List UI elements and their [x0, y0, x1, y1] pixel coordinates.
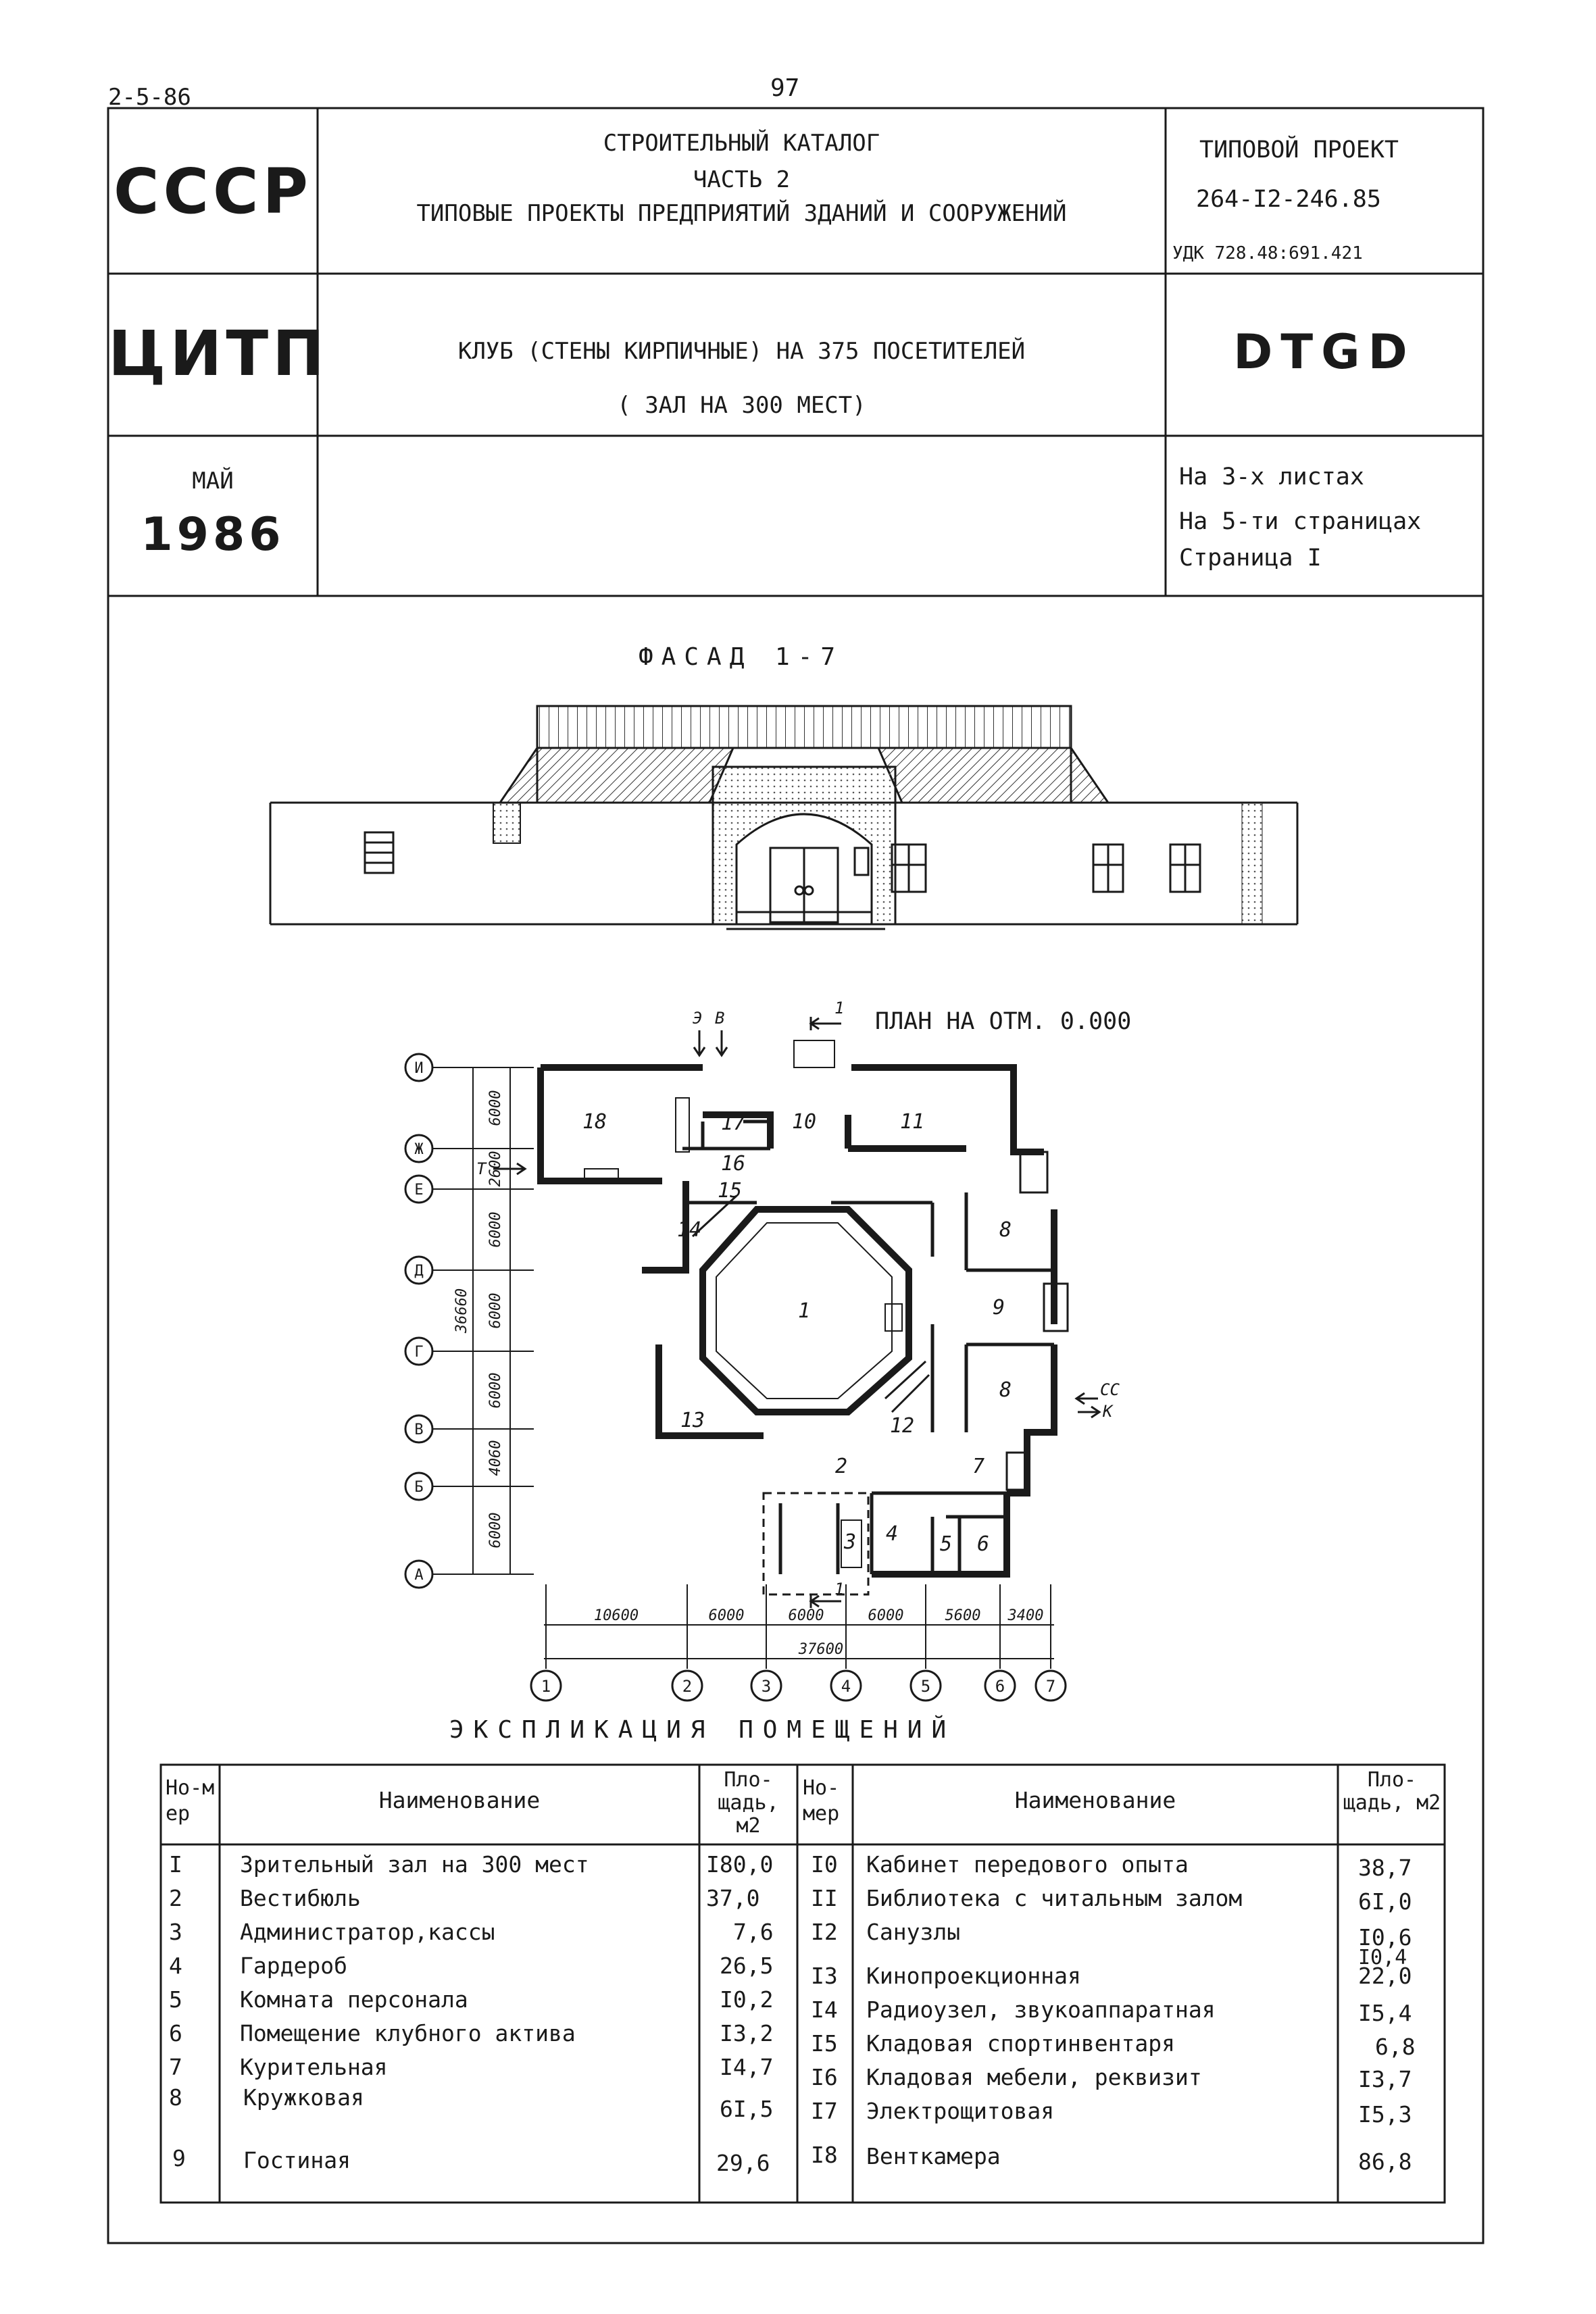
- row-area: 6,8: [1375, 2034, 1416, 2060]
- title-line-1: КЛУБ (СТЕНЫ КИРПИЧНЫЕ) НА 375 ПОСЕТИТЕЛЕЙ: [457, 338, 1026, 365]
- section-mark-top: 1: [834, 999, 845, 1017]
- bottom-dim-0: 10600: [593, 1607, 639, 1624]
- row-name: Радиоузел, звукоаппаратная: [866, 1996, 1216, 2023]
- left-dim-total: 36660: [453, 1288, 470, 1334]
- org-name: СССР: [114, 155, 312, 228]
- row-area: I5,4: [1358, 2000, 1412, 2026]
- row-name: Комната персонала: [240, 1986, 468, 2013]
- room-label-17: 17: [720, 1111, 746, 1135]
- axis-label-bottom-4: 5: [920, 1677, 931, 1696]
- room-label-12: 12: [889, 1414, 915, 1438]
- bottom-dim-4: 5600: [945, 1607, 981, 1624]
- header-name-left: Наименование: [378, 1787, 541, 1813]
- room-label-10: 10: [791, 1110, 817, 1134]
- row-area: 29,6: [716, 2150, 770, 2176]
- axis-label-left-7: А: [414, 1567, 424, 1584]
- axis-label-left-3: Д: [414, 1263, 424, 1280]
- row-num: II: [811, 1885, 838, 1911]
- issue-month: МАЙ: [192, 468, 234, 495]
- row-name: Венткамера: [866, 2143, 1001, 2169]
- row-name: Библиотека с читальным залом: [866, 1885, 1243, 1911]
- row-area: I0,2: [720, 1986, 774, 2013]
- row-name: Зрительный зал на 300 мест: [240, 1851, 589, 1878]
- explication-title: ЭКСПЛИКАЦИЯ ПОМЕЩЕНИЙ: [449, 1716, 956, 1744]
- row-area: 6I,5: [720, 2096, 774, 2122]
- row-area: I5,3: [1358, 2101, 1412, 2128]
- row-name: Вестибюль: [240, 1885, 361, 1911]
- axis-label-bottom-2: 3: [761, 1677, 772, 1696]
- entrance-mark-v: В: [715, 1009, 725, 1028]
- header-area-right: Пло-щадь, м2: [1343, 1768, 1441, 1815]
- row-num: I3: [811, 1963, 838, 1989]
- catalog-line-2: ЧАСТЬ 2: [693, 166, 791, 193]
- row-num: 4: [169, 1953, 182, 1979]
- row-num: 8: [169, 2084, 182, 2111]
- row-num: I: [169, 1851, 182, 1878]
- plan-title: ПЛАН НА ОТМ. 0.000: [875, 1008, 1132, 1035]
- side-mark-cc: СС: [1100, 1380, 1120, 1399]
- title-line-2: ( ЗАЛ НА 300 МЕСТ): [617, 392, 866, 419]
- row-name: Санузлы: [866, 1919, 961, 1945]
- axis-label-left-4: Г: [414, 1344, 424, 1361]
- project-code: 264-I2-246.85: [1196, 186, 1381, 213]
- row-area: 22,0: [1358, 1963, 1412, 1989]
- axis-label-bottom-0: 1: [541, 1677, 551, 1696]
- axis-label-left-5: В: [414, 1422, 424, 1438]
- row-name: Помещение клубного актива: [240, 2020, 576, 2046]
- room-label-8a: 8: [999, 1218, 1012, 1242]
- row-area: 6I,0: [1358, 1888, 1412, 1915]
- room-label-6: 6: [976, 1532, 990, 1556]
- room-label-1: 1: [797, 1299, 811, 1323]
- institute-name: ЦИТП: [108, 318, 329, 390]
- bottom-dim-3: 6000: [868, 1607, 904, 1624]
- row-area: I3,7: [1358, 2066, 1412, 2092]
- header-num-left: Но-мер: [166, 1776, 215, 1826]
- row-area: I0,6: [1358, 1924, 1412, 1951]
- room-label-9: 9: [992, 1296, 1005, 1319]
- row-num: I4: [811, 1996, 838, 2023]
- section-mark-bottom: 1: [834, 1580, 845, 1599]
- row-num: 9: [172, 2145, 186, 2171]
- room-label-15: 15: [717, 1179, 743, 1203]
- row-area: 26,5: [720, 1953, 774, 1979]
- left-dim-6: 6000: [487, 1512, 504, 1549]
- room-label-7: 7: [972, 1455, 985, 1478]
- room-label-2: 2: [834, 1455, 848, 1478]
- bottom-dim-2: 6000: [788, 1607, 824, 1624]
- page-label: Страница I: [1179, 545, 1322, 572]
- row-name: Кружковая: [243, 2084, 364, 2111]
- pages-count: На 5-ти страницах: [1179, 508, 1422, 535]
- room-label-13: 13: [680, 1409, 705, 1432]
- row-num: 3: [169, 1919, 182, 1945]
- row-name: Кладовая спортинвентаря: [866, 2030, 1175, 2057]
- row-area: 38,7: [1358, 1855, 1412, 1881]
- issue-year: 1986: [141, 508, 285, 561]
- row-area: 86,8: [1358, 2148, 1412, 2175]
- row-name: Гостиная: [243, 2147, 351, 2173]
- room-label-8b: 8: [999, 1378, 1012, 1402]
- row-name: Курительная: [240, 2054, 388, 2080]
- axis-label-bottom-5: 6: [995, 1677, 1005, 1696]
- bottom-dim-5: 3400: [1007, 1607, 1044, 1624]
- row-area-secondary: I0,4: [1358, 1946, 1407, 1969]
- room-label-3: 3: [843, 1530, 857, 1554]
- page-number: 97: [770, 74, 800, 102]
- row-num: I8: [811, 2142, 838, 2168]
- row-num: I6: [811, 2064, 838, 2090]
- row-name: Кабинет передового опыта: [866, 1851, 1189, 1878]
- row-num: I2: [811, 1919, 838, 1945]
- room-label-5: 5: [939, 1532, 953, 1556]
- row-num: I7: [811, 2098, 838, 2124]
- room-label-16: 16: [720, 1152, 746, 1176]
- entrance-mark-e: Э: [693, 1009, 703, 1028]
- project-label: ТИПОВОЙ ПРОЕКТ: [1199, 136, 1399, 164]
- facade-title: ФАСАД 1-7: [639, 643, 844, 671]
- header-num-right: Но-мер: [803, 1776, 840, 1826]
- row-name: Администратор,кассы: [240, 1919, 495, 1945]
- row-area: 37,0: [706, 1885, 760, 1911]
- row-area: 7,6: [733, 1919, 774, 1945]
- left-dim-5: 4060: [487, 1440, 504, 1476]
- axis-label-left-2: Е: [414, 1182, 424, 1199]
- room-label-4: 4: [885, 1522, 899, 1546]
- row-name: Гардероб: [240, 1953, 347, 1979]
- room-label-14: 14: [676, 1218, 702, 1242]
- bottom-dim-total: 37600: [798, 1641, 844, 1658]
- catalog-line-1: СТРОИТЕЛЬНЫЙ КАТАЛОГ: [603, 130, 880, 157]
- row-area: I80,0: [706, 1851, 774, 1878]
- side-mark-t: Т: [476, 1159, 487, 1178]
- bottom-dim-1: 6000: [708, 1607, 745, 1624]
- left-dim-1: 2600: [487, 1151, 504, 1187]
- row-num: I5: [811, 2030, 838, 2057]
- axis-label-bottom-6: 7: [1045, 1677, 1056, 1696]
- row-area: I4,7: [720, 2054, 774, 2080]
- axis-label-left-6: Б: [414, 1479, 424, 1496]
- room-label-18: 18: [582, 1110, 607, 1134]
- row-num: 6: [169, 2020, 182, 2046]
- row-num: 7: [169, 2054, 182, 2080]
- axis-label-left-1: Ж: [414, 1141, 424, 1158]
- udk-code: УДК 728.48:691.421: [1172, 243, 1363, 263]
- row-name: Кладовая мебели, реквизит: [866, 2064, 1202, 2090]
- left-dim-2: 6000: [487, 1211, 504, 1248]
- row-name: Электрощитовая: [866, 2098, 1055, 2124]
- left-dim-0: 6000: [487, 1090, 504, 1126]
- axis-label-bottom-3: 4: [841, 1677, 851, 1696]
- row-name: Кинопроекционная: [866, 1963, 1081, 1989]
- row-num: 2: [169, 1885, 182, 1911]
- left-dim-4: 6000: [487, 1372, 504, 1409]
- axis-label-left-0: И: [414, 1060, 424, 1077]
- row-area: I3,2: [720, 2020, 774, 2046]
- header-name-right: Наименование: [1014, 1787, 1176, 1813]
- catalog-line-3: ТИПОВЫЕ ПРОЕКТЫ ПРЕДПРИЯТИЙ ЗДАНИЙ И СООРУЖЕНИЙ: [416, 200, 1067, 227]
- axis-label-bottom-1: 2: [682, 1677, 693, 1696]
- sheets-count: На 3-х листах: [1179, 463, 1364, 491]
- side-mark-k: К: [1103, 1402, 1113, 1421]
- document-code: DTGD: [1233, 324, 1416, 380]
- left-dim-3: 6000: [487, 1292, 504, 1329]
- row-num: I0: [811, 1851, 838, 1878]
- header-area-left: Пло-щадь, м2: [718, 1768, 779, 1838]
- row-num: 5: [169, 1986, 182, 2013]
- corner-code: 2-5-86: [108, 84, 191, 111]
- room-label-11: 11: [899, 1110, 925, 1134]
